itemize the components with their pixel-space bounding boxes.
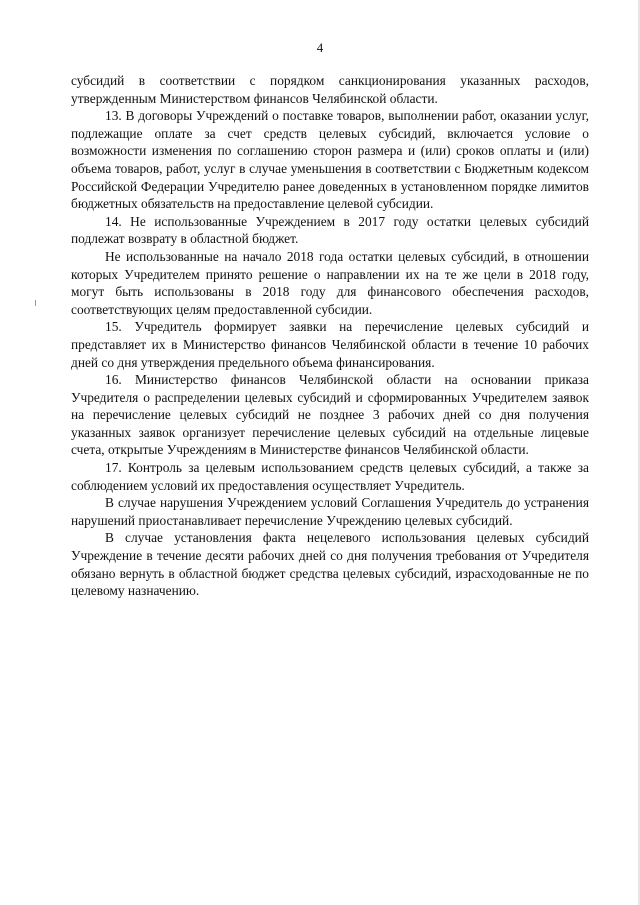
- paragraph-17: 17. Контроль за целевым использованием средств целевых субсидий, а также за соблюдением условий их предоставления осуществляет Учредитель.: [71, 460, 589, 493]
- paragraph-violation: В случае нарушения Учреждением условий Соглашения Учредитель до устранения нарушений приостанавливает перечисление Учреждению целевых субсидий.: [71, 495, 589, 528]
- paragraph-13: 13. В договоры Учреждений о поставке товаров, выполнении работ, оказании услуг, подлежащие оплате за счет средств целевых субсидий, включается условие о возможности изменения по соглашению сторон размера и (или) сроков оплаты и (или) объема товаров, работ, услуг в случае уменьшения в соответствии с Бюджетным кодексом Российской Федерации Учредителю ранее доведенных в установленном порядке лимитов бюджетных обязательств на предоставление целевой субсидии.: [71, 108, 589, 212]
- paragraph-continuation: субсидий в соответствии с порядком санкционирования указанных расходов, утвержденным Министерством финансов Челябинской области.: [71, 73, 589, 106]
- paragraph-14: 14. Не использованные Учреждением в 2017 году остатки целевых субсидий подлежат возврату в областной бюджет.: [71, 213, 589, 247]
- paragraph-15: 15. Учредитель формирует заявки на перечисление целевых субсидий и представляет их в Министерство финансов Челябинской области в течение 10 рабочих дней со дня утверждения предельного объема финансирования.: [71, 319, 589, 370]
- scan-margin-mark: [35, 300, 36, 306]
- paragraph-16: 16. Министерство финансов Челябинской области на основании приказа Учредителя о распределении целевых субсидий и сформированных Учредителем заявок на перечисление целевых субсидий не позднее 3 рабочих дней со дня получения указанных заявок организует перечисление целевых субсидий на отдельные лицевые счета, открытые Учреждениям в Министерстве финансов Челябинской области.: [71, 372, 589, 458]
- document-body: [71, 72, 589, 600]
- paragraph-misuse: В случае установления факта нецелевого использования целевых субсидий Учреждение в течение десяти рабочих дней со дня получения требования от Учредителя обязано вернуть в областной бюджет средства целевых субсидий, израсходованные не по целевому назначению.: [71, 530, 589, 599]
- paragraph-14-remainder: Не использованные на начало 2018 года остатки целевых субсидий, в отношении которых Учредителем принято решение о направлении их на те же цели в 2018 году, могут быть использованы в 2018 году для финансового обеспечения расходов, соответствующих целям предоставленной субсидии.: [71, 248, 589, 317]
- page-number: 4: [316, 40, 324, 55]
